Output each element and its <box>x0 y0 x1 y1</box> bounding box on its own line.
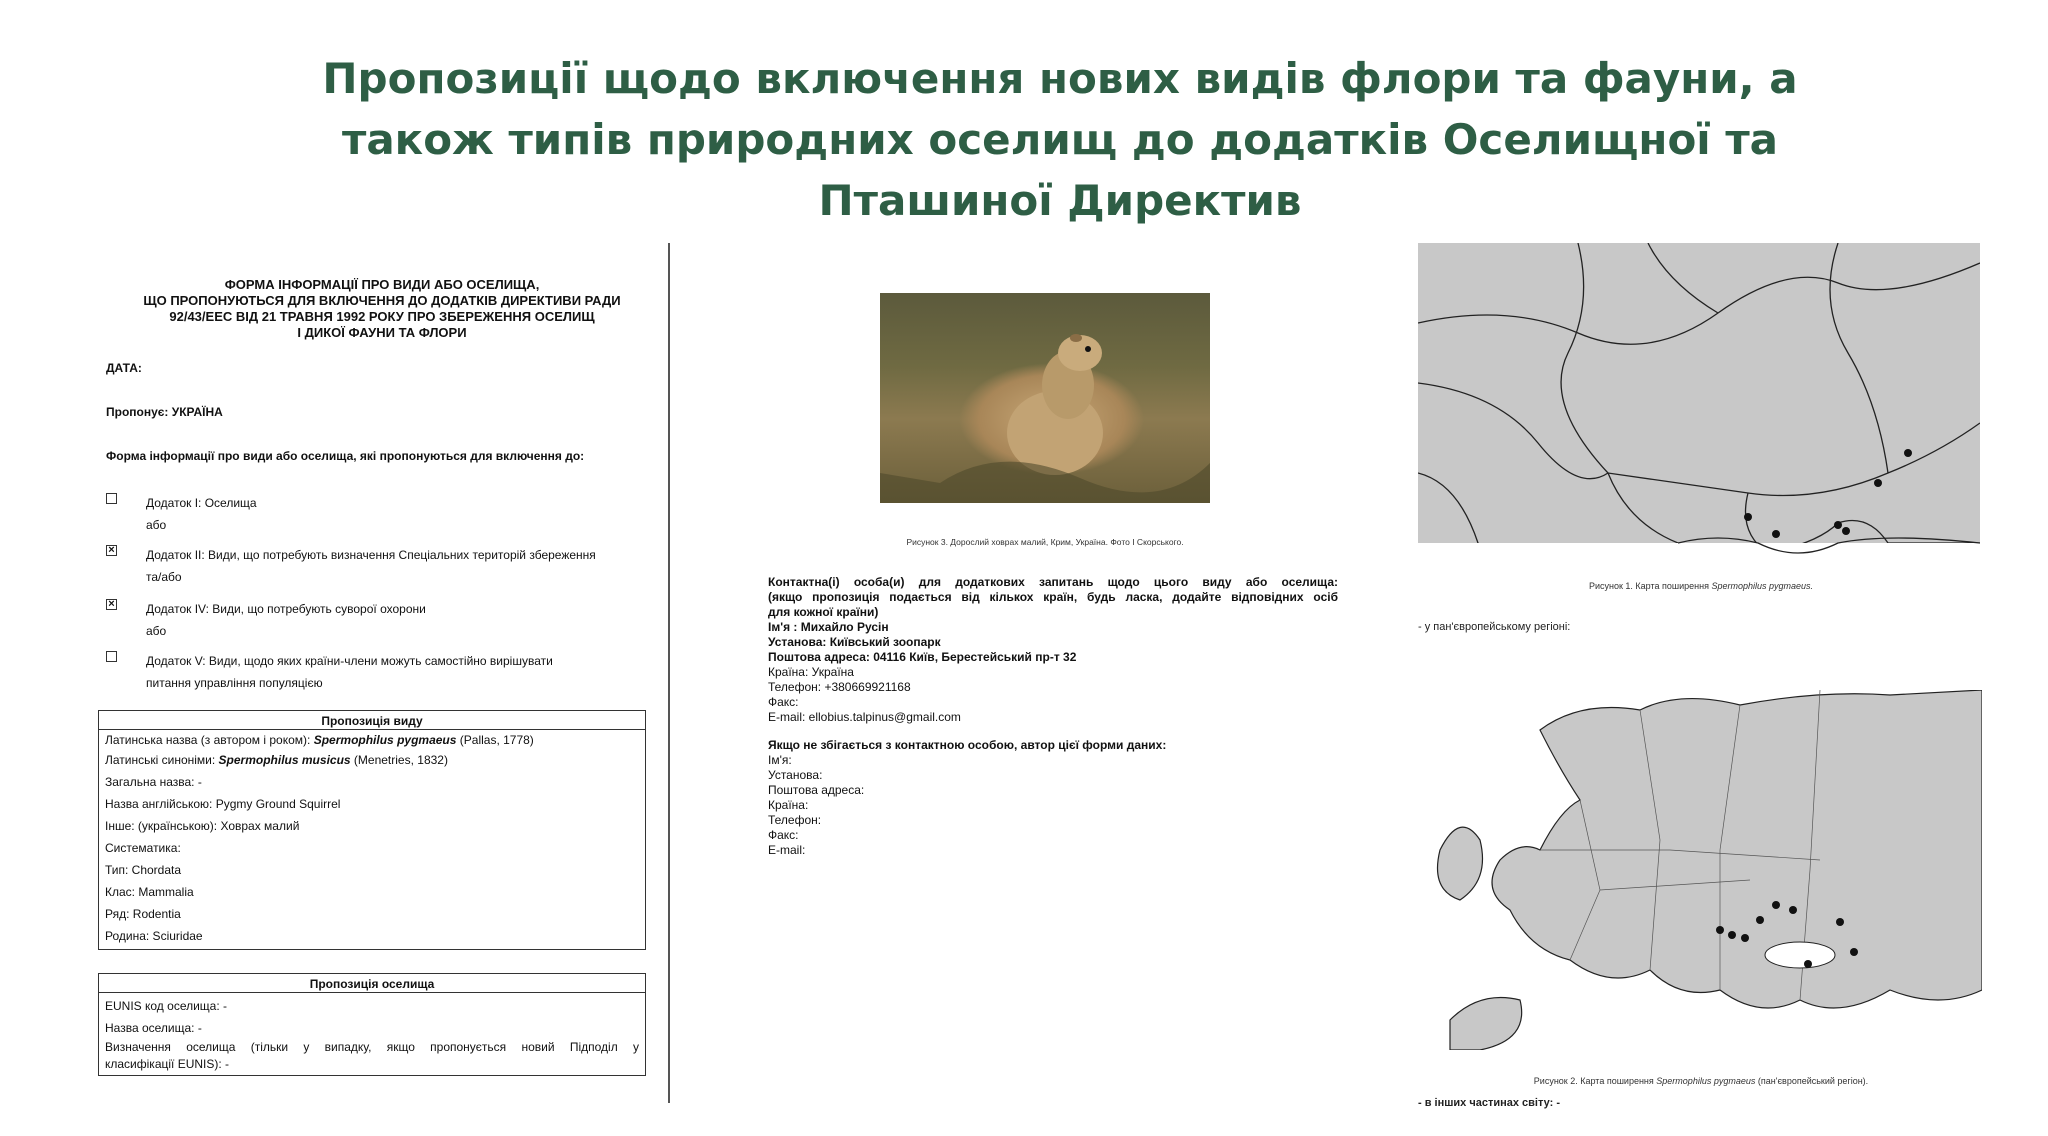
alt-email: E-mail: <box>768 843 806 857</box>
habitat-definition-row: Визначення оселища (тільки у випадку, якщо пропонується новий Підподіл у <box>105 1040 639 1054</box>
ground-squirrel-photo <box>880 293 1210 503</box>
form-heading-line: ЩО ПРОПОНУЮТЬСЯ ДЛЯ ВКЛЮЧЕННЯ ДО ДОДАТКІВ ДИРЕКТИВИ РАДИ <box>143 293 621 308</box>
annex-4-checkbox[interactable]: × <box>106 599 117 610</box>
contact-address: Поштова адреса: 04116 Київ, Берестейський пр-т 32 <box>768 650 1077 664</box>
contact-section <box>768 575 1338 858</box>
annex-1-sub: або <box>146 518 167 532</box>
contact-heading-2: (якщо пропозиція подається від кількох країн, будь ласка, додайте відповідних осіб <box>768 590 1338 604</box>
alt-author-heading: Якщо не збігається з контактною особою, автор цієї форми даних: <box>768 738 1167 752</box>
annex-4-text: Додаток IV: Види, що потребують суворої охорони <box>146 602 426 616</box>
annex-2-text: Додаток II: Види, що потребують визначення Спеціальних територій збереження <box>146 548 596 562</box>
contact-phone: Телефон: +380669921168 <box>768 680 911 694</box>
other-regions-note: - в інших частинах світу: - <box>1418 1097 1561 1109</box>
column-divider <box>668 243 670 1103</box>
alt-phone: Телефон: <box>768 813 822 827</box>
annex-5-text: Додаток V: Види, щодо яких країни-члени можуть самостійно вирішувати <box>146 654 553 668</box>
phylum-row: Тип: Chordata <box>105 863 182 877</box>
map1-caption-species: Spermophilus pygmaeus. <box>1711 581 1814 591</box>
contact-heading-1: Контактна(і) особа(и) для додаткових запитань щодо цього виду або оселища: <box>768 575 1338 589</box>
latin-name-row: Латинська назва (з автором і роком): Spermophilus pygmaeus (Pallas, 1778) <box>105 733 534 747</box>
contact-fax: Факс: <box>768 695 799 709</box>
species-box-title: Пропозиція виду <box>99 711 645 730</box>
systematics-row: Систематика: <box>105 841 181 855</box>
annex-1-checkbox[interactable] <box>106 493 117 504</box>
species-proposal-box <box>98 710 646 950</box>
contact-institution: Установа: Київський зоопарк <box>768 635 941 649</box>
map2-caption-species: Spermophilus pygmaeus <box>1656 1076 1756 1086</box>
ukrainian-name-row: Інше: (українською): Ховрах малий <box>105 819 300 833</box>
annex-5-checkbox[interactable] <box>106 651 117 662</box>
synonyms-row: Латинські синоніми: Spermophilus musicus (Menetries, 1832) <box>105 753 448 767</box>
eunis-row: EUNIS код оселища: - <box>105 999 228 1013</box>
species-form <box>96 243 668 1103</box>
title-line-3: Пташиної Директив <box>818 176 1302 225</box>
pan-european-note: - у пан'європейському регіоні: <box>1418 621 1571 633</box>
title-line-1: Пропозиції щодо включення нових видів флори та фауни, а <box>322 54 1798 103</box>
contact-name: Ім'я : Михайло Русін <box>768 620 889 634</box>
form-heading-line: 92/43/ЕЕС ВІД 21 ТРАВНЯ 1992 РОКУ ПРО ЗБЕРЕЖЕННЯ ОСЕЛИЩ <box>169 309 595 324</box>
family-row: Родина: Sciuridae <box>105 929 203 943</box>
map1-caption: Рисунок 1. Карта поширення Spermophilus pygmaeus. <box>1588 581 1814 591</box>
habitat-definition-row-2: класифікації EUNIS): - <box>105 1057 230 1071</box>
form-heading <box>96 277 668 341</box>
common-name-row: Загальна назва: - <box>105 775 202 789</box>
order-row: Ряд: Rodentia <box>105 907 181 921</box>
ukraine-map-svg <box>1418 243 1980 579</box>
annex-4-sub: або <box>146 624 167 638</box>
alt-address: Поштова адреса: <box>768 783 865 797</box>
alt-fax: Факс: <box>768 828 799 842</box>
contact-email: E-mail: ellobius.talpinus@gmail.com <box>768 710 961 724</box>
english-name-row: Назва англійською: Pygmy Ground Squirrel <box>105 797 341 811</box>
habitat-name-row: Назва оселища: - <box>105 1021 202 1035</box>
form-heading-line: ФОРМА ІНФОРМАЦІЇ ПРО ВИДИ АБО ОСЕЛИЩА, <box>224 277 540 292</box>
latin-name: Spermophilus pygmaeus <box>313 733 457 747</box>
annex-2-sub: та/або <box>146 570 182 584</box>
title-line-2: також типів природних оселищ до додатків Оселищної та <box>342 115 1778 164</box>
annex-5-sub: питання управління популяцією <box>146 676 323 690</box>
europe-distribution-map <box>1420 690 1982 1050</box>
contact-heading-3: для кожної країни) <box>768 605 879 619</box>
form-intro: Форма інформації про види або оселища, які пропонуються для включення до: <box>106 449 585 463</box>
synonym-name: Spermophilus musicus <box>218 753 351 767</box>
europe-map-svg <box>1420 690 1982 1050</box>
proposer-label: Пропонує: УКРАЇНА <box>106 405 223 419</box>
map2-caption: Рисунок 2. Карта поширення Spermophilus pygmaeus (пан'європейський регіон). <box>1533 1076 1869 1086</box>
alt-name: Ім'я: <box>768 753 792 767</box>
contact-country: Країна: Україна <box>768 665 854 679</box>
ukraine-distribution-map <box>1418 243 1980 579</box>
photo-caption: Рисунок 3. Дорослий ховрах малий, Крим, Україна. Фото І Скорського. <box>906 537 1184 547</box>
habitat-box-title: Пропозиція оселища <box>99 974 645 993</box>
form-heading-line: І ДИКОЇ ФАУНИ ТА ФЛОРИ <box>297 325 467 340</box>
alt-country: Країна: <box>768 798 809 812</box>
alt-institution: Установа: <box>768 768 823 782</box>
annex-1-text: Додаток І: Оселища <box>146 496 257 510</box>
class-row: Клас: Mammalia <box>105 885 194 899</box>
habitat-proposal-box <box>98 973 646 1076</box>
annex-2-checkbox[interactable]: × <box>106 545 117 556</box>
date-label: ДАТА: <box>106 361 142 375</box>
slide-title <box>240 48 1880 231</box>
